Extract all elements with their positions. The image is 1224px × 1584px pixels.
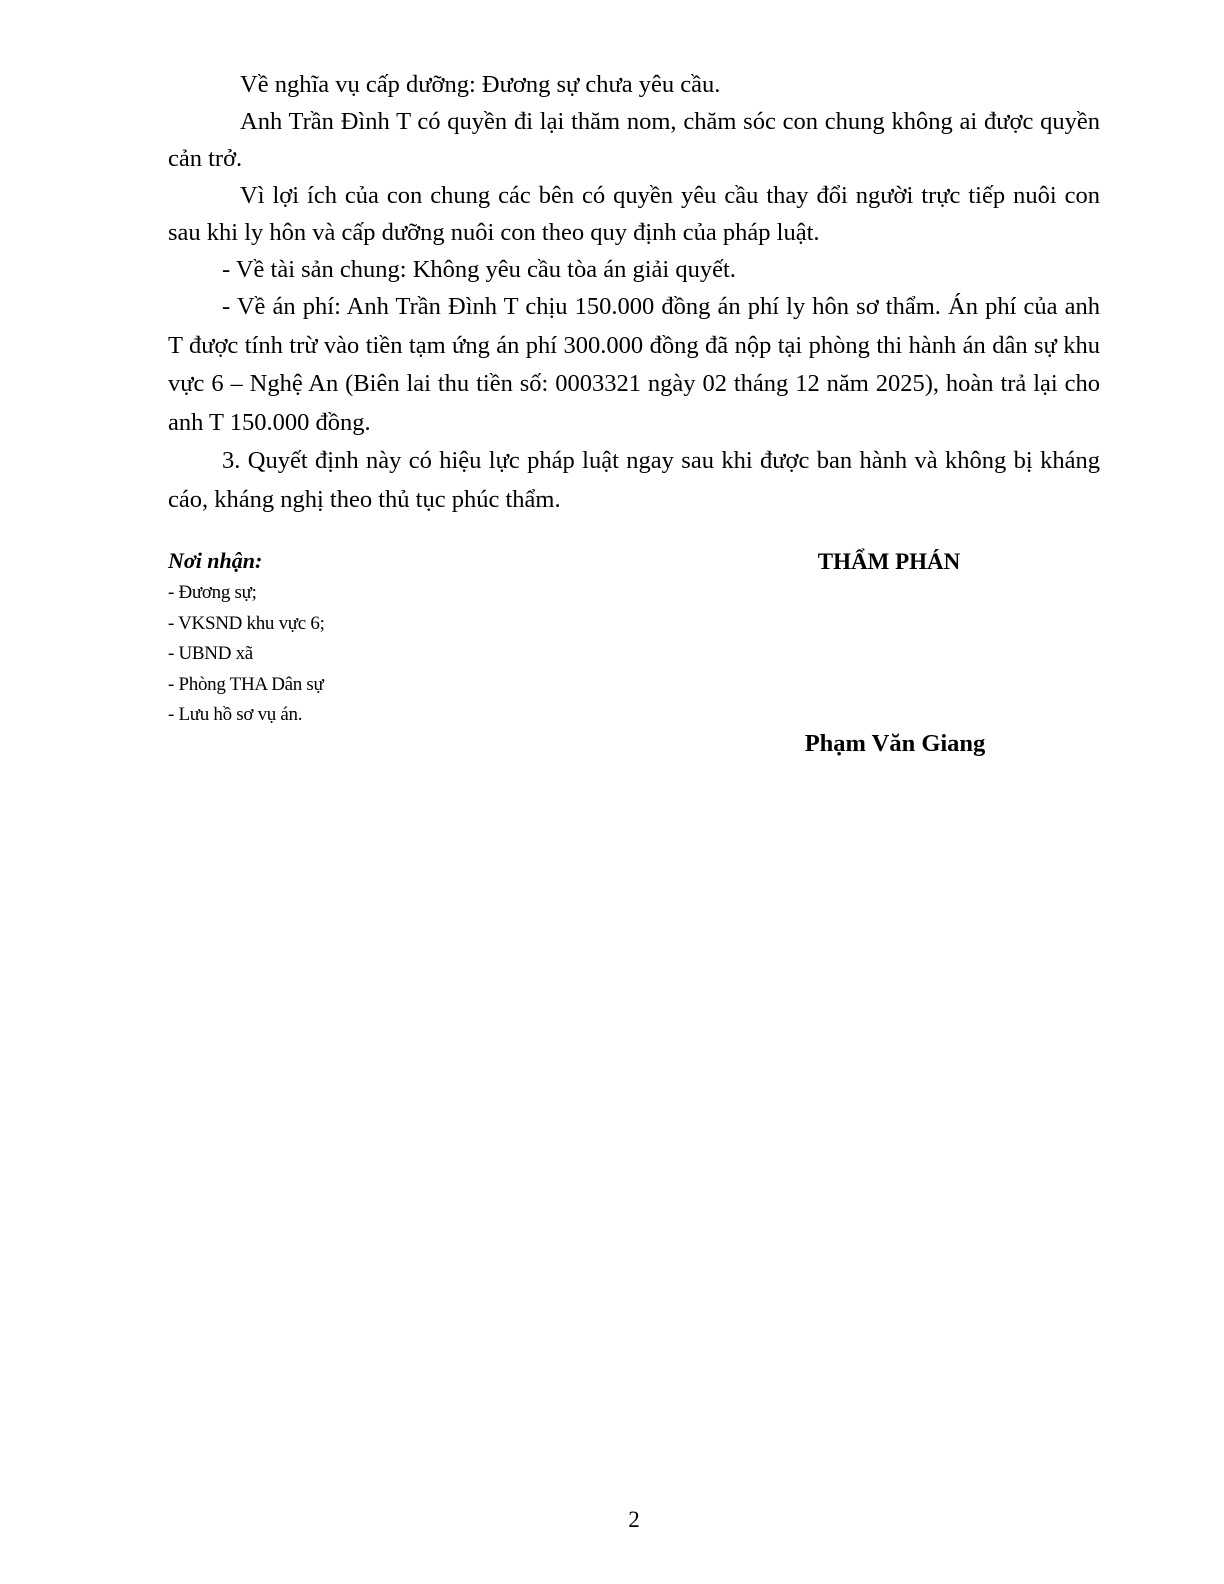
common-property-paragraph: - Về tài sản chung: Không yêu cầu tòa án giải quyết. [222, 256, 736, 283]
recipient-item: - Đương sự; [168, 582, 257, 603]
visitation-rights-paragraph: Anh Trần Đình T có quyền đi lại thăm nom, chăm sóc con chung không ai được quyền cản trở. [168, 108, 1100, 172]
recipient-item: - Phòng THA Dân sự [168, 673, 324, 695]
page-number: 2 [628, 1507, 640, 1532]
decision-body [168, 66, 1100, 519]
support-obligation-paragraph: Về nghĩa vụ cấp dưỡng: Đương sự chưa yêu cầu. [240, 71, 721, 98]
child-interest-paragraph: Vì lợi ích của con chung các bên có quyền yêu cầu thay đổi người trực tiếp nuôi con sau khi ly hôn và cấp dưỡng nuôi con theo quy định của pháp luật. [168, 182, 1100, 246]
recipient-item: - UBND xã [168, 643, 253, 664]
recipient-item: - VKSND khu vực 6; [168, 612, 325, 634]
recipients-title: Nơi nhận: [168, 548, 263, 573]
recipient-item: - Lưu hồ sơ vụ án. [168, 704, 303, 725]
judge-name: Phạm Văn Giang [804, 730, 986, 757]
court-fee-paragraph: - Về án phí: Anh Trần Đình T chịu 150.000 đồng án phí ly hôn sơ thẩm. Án phí của anh T được tính trừ vào tiền tạm ứng án phí 300.000 đồng đã nộp tại phòng thi hành án dân sự khu vực 6 – Nghệ An (Biên lai thu tiền số: 0003321 ngày 02 tháng 12 năm 2025), hoàn trả lại cho anh T 150.000 đồng. [168, 293, 1100, 436]
judge-title: THẨM PHÁN [817, 549, 961, 574]
recipients-block [168, 546, 588, 731]
recipients-list [168, 578, 588, 731]
legal-effect-paragraph: 3. Quyết định này có hiệu lực pháp luật ngay sau khi được ban hành và không bị kháng cáo, kháng nghị theo thủ tục phúc thẩm. [168, 447, 1100, 513]
